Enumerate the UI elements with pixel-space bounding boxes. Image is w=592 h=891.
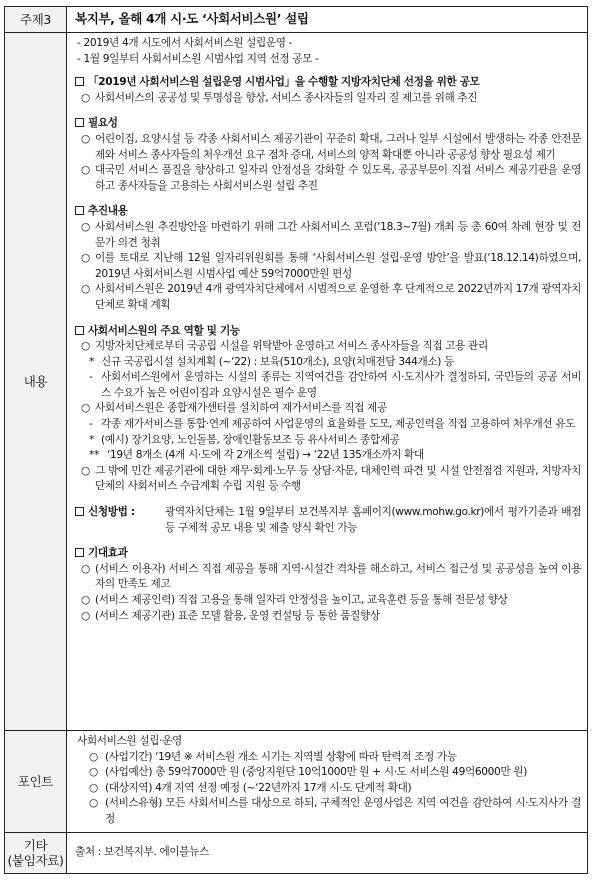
sub-item: [75, 417, 581, 433]
checkbox-square-icon: [75, 118, 84, 127]
checkbox-square-icon: [75, 326, 84, 335]
circle-bullet-icon: ○: [81, 340, 90, 353]
list-item: [75, 251, 581, 282]
circle-bullet-icon: ○: [81, 91, 90, 104]
list-item: [75, 781, 581, 797]
list-item-text: (서비스유형) 모든 사회서비스를 대상으로 하되, 구체적인 운영사업은 지역 여건을 감안하여 시‧도지사가 결정: [105, 797, 581, 825]
asterisk-marker: *: [89, 433, 94, 446]
intro-line-2: - 1월 9일부터 사회서비스원 시범사업 지역 선정 공모 -: [77, 52, 319, 65]
topic-label: 주제3: [5, 7, 67, 33]
circle-bullet-icon: ○: [81, 562, 90, 575]
list-item: [75, 163, 581, 194]
list-item-text: 그 밖에 민간 제공기관에 대한 재무‧회계‧노무 등 상담‧자문, 대체인력 파견 및 시설 안전점검 지원과, 지방자치단체의 사회서비스 수급계획 수립 지원 등 수행: [95, 464, 581, 493]
checkbox-square-icon: [75, 548, 84, 557]
list-item-text: (사업예산) 총 59억7000만 원 (중앙지원단 10억1000만 원 + 시‧도 서비스원 49억6000만 원): [105, 766, 527, 779]
sub-item: [75, 370, 581, 401]
list-item: [75, 562, 581, 593]
circle-bullet-icon: ○: [81, 283, 90, 296]
list-item: [75, 339, 581, 355]
note-label: [5, 833, 67, 874]
section-heading-contest: [75, 75, 581, 91]
point-row: [5, 731, 588, 833]
dash-marker: -: [89, 418, 93, 431]
list-item: [75, 91, 581, 107]
circle-bullet-icon: ○: [81, 594, 90, 606]
circle-bullet-icon: ○: [81, 609, 90, 622]
sub-item: [75, 433, 581, 449]
topic-title: 복지부, 올해 4개 시·도 ‘사회서비스원’ 설립: [67, 7, 588, 33]
list-item: [75, 220, 581, 251]
point-heading: 사회서비스원 설립‧운영: [77, 735, 182, 747]
title-row: [5, 7, 588, 33]
list-item: [75, 593, 581, 609]
list-item: [75, 609, 581, 625]
list-item-text: (사업기간) ‘19년 ※ 서비스원 개소 시기는 지역별 상황에 따라 탄력적 조정 가능: [105, 750, 457, 763]
list-item-text: 이를 토대로 지난해 12월 일자리위원회를 통해 ‘사회서비스원 설립‧운영 방안’을 발표(‘18.12.14)하였으며, 2019년 사회서비스원 시범사업 예산 59억7000만원 편성: [95, 252, 581, 280]
section-heading-progress: [75, 204, 581, 220]
list-item-text: 사회서비스원은 종합재가센터를 설치하여 재가서비스를 직접 제공: [95, 402, 387, 415]
list-item: [75, 401, 581, 417]
checkbox-square-icon: [75, 77, 84, 86]
colon-separator: :: [127, 506, 135, 519]
sub-item: [75, 448, 581, 464]
circle-bullet-icon: ○: [89, 766, 98, 779]
circle-bullet-icon: ○: [81, 220, 90, 233]
section-heading-text: 신청방법: [88, 506, 128, 519]
section-heading-effects: [75, 546, 581, 562]
circle-bullet-icon: ○: [81, 164, 90, 177]
circle-bullet-icon: ○: [81, 464, 90, 477]
section-heading-text: 필요성: [88, 117, 118, 130]
intro-line-1: - 2019년 4개 시도에서 사회서비스원 설립운영 -: [77, 37, 293, 49]
list-item-text: 지방자치단체로부터 국공립 시설을 위탁받아 운영하고 서비스 종사자들을 직접 고용 관리: [95, 340, 488, 353]
application-text: 광역자치단체는 1월 9일부터 보건복지부 홈페이지(www.mohw.go.kr)에서 평가기준과 배점 등 구체적 공모 내용 및 제출 양식 확인 가능: [165, 506, 581, 534]
sub-item-text: (예시) 장기요양, 노인돌봄, 장애인활동보조 등 유사서비스 종합제공: [101, 433, 400, 446]
sub-item-text: 사회서비스원에서 운영하는 시설의 종류는 지역여건을 감안하여 시‧도지사가 결정하되, 국민들의 공공 서비스 수요가 높은 어린이집과 요양시설은 필수 운영: [101, 371, 581, 399]
content-label: 내용: [5, 33, 67, 731]
list-item-text: 대국민 서비스 품질을 향상하고 일자리 안정성을 강화할 수 있도록, 공공부문이 직접 서비스 제공기관을 운영하고 종사자들을 고용하는 사회서비스원 설립 추진: [95, 164, 581, 192]
note-row: [5, 833, 588, 874]
list-item: [75, 132, 581, 163]
list-item-text: (서비스 이용자) 서비스 직접 제공을 통해 지역‧시설간 격차를 해소하고, 서비스 접근성 및 공공성을 높여 이용자의 만족도 제고: [95, 562, 581, 591]
section-heading-apply: [75, 505, 165, 536]
point-label: 포인트: [5, 731, 67, 833]
section-heading-roles: [75, 324, 581, 340]
list-item-text: 사회서비스원 추진방안을 마련하기 위해 그간 사회서비스 포럼(‘18.3~7월) 개최 등 총 60여 차례 현장 및 전문가 의견 청취: [95, 220, 581, 249]
checkbox-square-icon: [75, 206, 84, 215]
list-item: [75, 765, 581, 781]
sub-item-text: 신규 국공립시설 설치계획 (~‘22) : 보육(510개소), 요양(치매전담 344개소) 등: [101, 355, 454, 368]
circle-bullet-icon: ○: [89, 797, 98, 810]
section-heading-text: 기대효과: [88, 547, 128, 560]
list-item-text: 어린이집, 요양시설 등 각종 사회서비스 제공기관이 꾸준히 확대, 그러나 일부 시설에서 발생하는 각종 안전문제와 서비스 종사자들의 처우개선 요구 점차 증대, 서비스의 양적 확대뿐 아니라 공공성 향상 필요성 제기: [95, 132, 581, 161]
content-body: [67, 33, 588, 731]
circle-bullet-icon: ○: [89, 781, 98, 794]
list-item-text: (서비스 제공기관) 표준 모델 활용, 운영 컨설팅 등 통한 품질향상: [95, 609, 380, 622]
list-item: [75, 464, 581, 495]
sub-item-text: ‘19년 8개소 (4개 시‧도에 각 2개소씩 설립) → ‘22년 135개소까지 확대: [107, 449, 424, 462]
section-heading-necessity: [75, 116, 581, 132]
sub-item: [75, 355, 581, 371]
list-item: [75, 282, 581, 313]
circle-bullet-icon: ○: [81, 132, 90, 145]
dash-marker: -: [89, 371, 93, 384]
source-text: 출처 : 보건복지부. 에이블뉴스: [67, 833, 588, 874]
section-heading-text: 「2019년 사회서비스원 설립운영 시범사업」을 수행할 지방자치단체 선정을 위한 공모: [88, 76, 480, 89]
note-label-line1: 기타: [23, 838, 48, 853]
list-item: [75, 750, 581, 766]
list-item-text: (대상지역) 4개 지역 선정 예정 (~‘22년까지 17개 시‧도 단계적 확대): [105, 781, 412, 794]
note-label-line2: (붙임자료): [7, 853, 64, 868]
circle-bullet-icon: ○: [89, 750, 98, 763]
list-item-text: 사회서비스원은 2019년 4개 광역자치단체에서 시범적으로 운영한 후 단계적으로 2022년까지 17개 광역자치단체로 확대 계획: [95, 283, 581, 311]
sub-item-text: 각종 재가서비스를 통합‧연계 제공하여 사업운영의 효율화를 도모, 제공인력을 직접 고용하여 처우개선 유도: [101, 418, 576, 431]
document-table: [4, 6, 588, 874]
circle-bullet-icon: ○: [81, 252, 90, 265]
double-asterisk-marker: **: [89, 449, 99, 462]
asterisk-marker: *: [89, 355, 94, 368]
section-application: [75, 505, 581, 536]
section-heading-text: 추진내용: [88, 205, 128, 218]
content-row: [5, 33, 588, 731]
point-body: [67, 731, 588, 833]
list-item: [75, 796, 581, 827]
list-item-text: 사회서비스의 공공성 및 투명성을 향상, 서비스 종사자들의 일자리 질 제고를 위해 추진: [95, 91, 478, 104]
list-item-text: (서비스 제공인력) 직접 고용을 통해 일자리 안정성을 높이고, 교육훈련 등을 통해 전문성 향상: [95, 594, 508, 606]
checkbox-square-icon: [75, 507, 84, 516]
section-heading-text: 사회서비스원의 주요 역할 및 기능: [88, 324, 240, 337]
circle-bullet-icon: ○: [81, 402, 90, 415]
